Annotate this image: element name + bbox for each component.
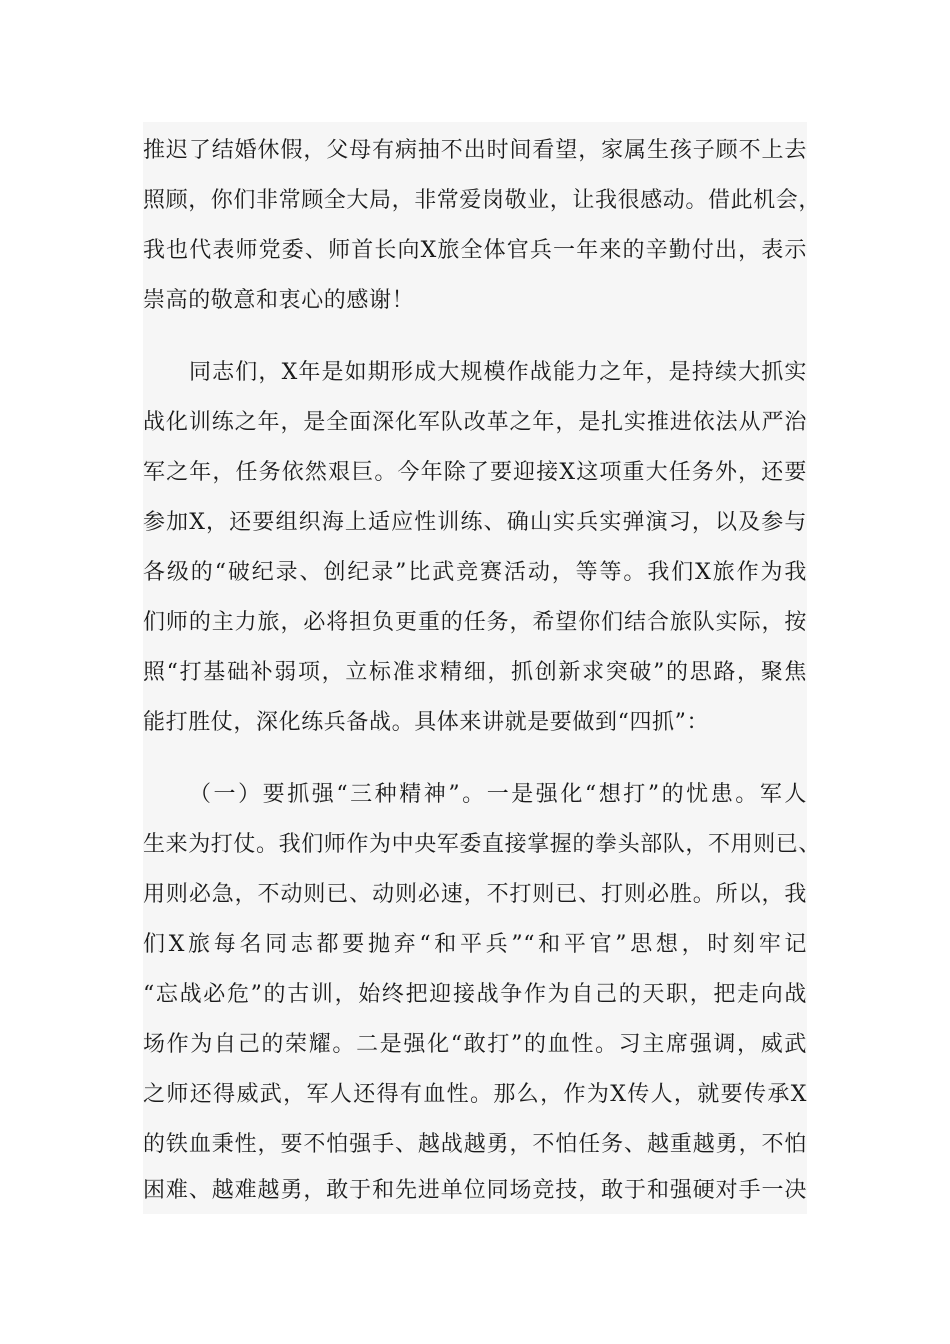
- text-line: 军之年，任务依然艰巨。今年除了要迎接X这项重大任务外，还要: [143, 460, 807, 485]
- text-line: 生来为打仗。我们师作为中央军委直接掌握的拳头部队，不用则已、: [143, 832, 822, 857]
- text-line: 同志们，X年是如期形成大规模作战能力之年，是持续大抓实: [189, 360, 807, 385]
- text-line: 照“打基础补弱项，立标准求精细，抓创新求突破”的思路，聚焦: [143, 660, 807, 685]
- text-line: （一）要抓强“三种精神”。一是强化“想打”的忧患。军人: [189, 782, 807, 807]
- text-line: 战化训练之年，是全面深化军队改革之年，是扎实推进依法从严治: [143, 410, 807, 435]
- text-line: 各级的“破纪录、创纪录”比武竞赛活动，等等。我们X旅作为我: [143, 560, 807, 585]
- text-line: 我也代表师党委、师首长向X旅全体官兵一年来的辛勤付出，表示: [143, 238, 807, 263]
- text-line: 们师的主力旅，必将担负更重的任务，希望你们结合旅队实际，按: [143, 610, 807, 635]
- text-line: 能打胜仗，深化练兵备战。具体来讲就是要做到“四抓”：: [143, 710, 710, 735]
- text-line: 们X旅每名同志都要抛弃“和平兵”“和平官”思想，时刻牢记: [143, 932, 807, 957]
- text-line: 照顾，你们非常顾全大局，非常爱岗敬业，让我很感动。借此机会，: [143, 188, 822, 213]
- text-line: 用则必急，不动则已、动则必速，不打则已、打则必胜。所以，我: [143, 882, 807, 907]
- text-line: “忘战必危”的古训，始终把迎接战争作为自己的天职，把走向战: [143, 982, 807, 1007]
- text-line: 推迟了结婚休假，父母有病抽不出时间看望，家属生孩子顾不上去: [143, 138, 807, 163]
- text-line: 之师还得威武，军人还得有血性。那么，作为X传人，就要传承X: [143, 1082, 807, 1107]
- text-line: 场作为自己的荣耀。二是强化“敢打”的血性。习主席强调，威武: [143, 1032, 807, 1057]
- text-line: 崇高的敬意和衷心的感谢！: [143, 288, 415, 313]
- text-line: 参加X，还要组织海上适应性训练、确山实兵实弹演习，以及参与: [143, 510, 807, 535]
- text-line: 的铁血秉性，要不怕强手、越战越勇，不怕任务、越重越勇，不怕: [143, 1132, 807, 1157]
- text-block: [143, 122, 822, 1214]
- text-line: 困难、越难越勇，敢于和先进单位同场竞技，敢于和强硬对手一决: [143, 1178, 807, 1203]
